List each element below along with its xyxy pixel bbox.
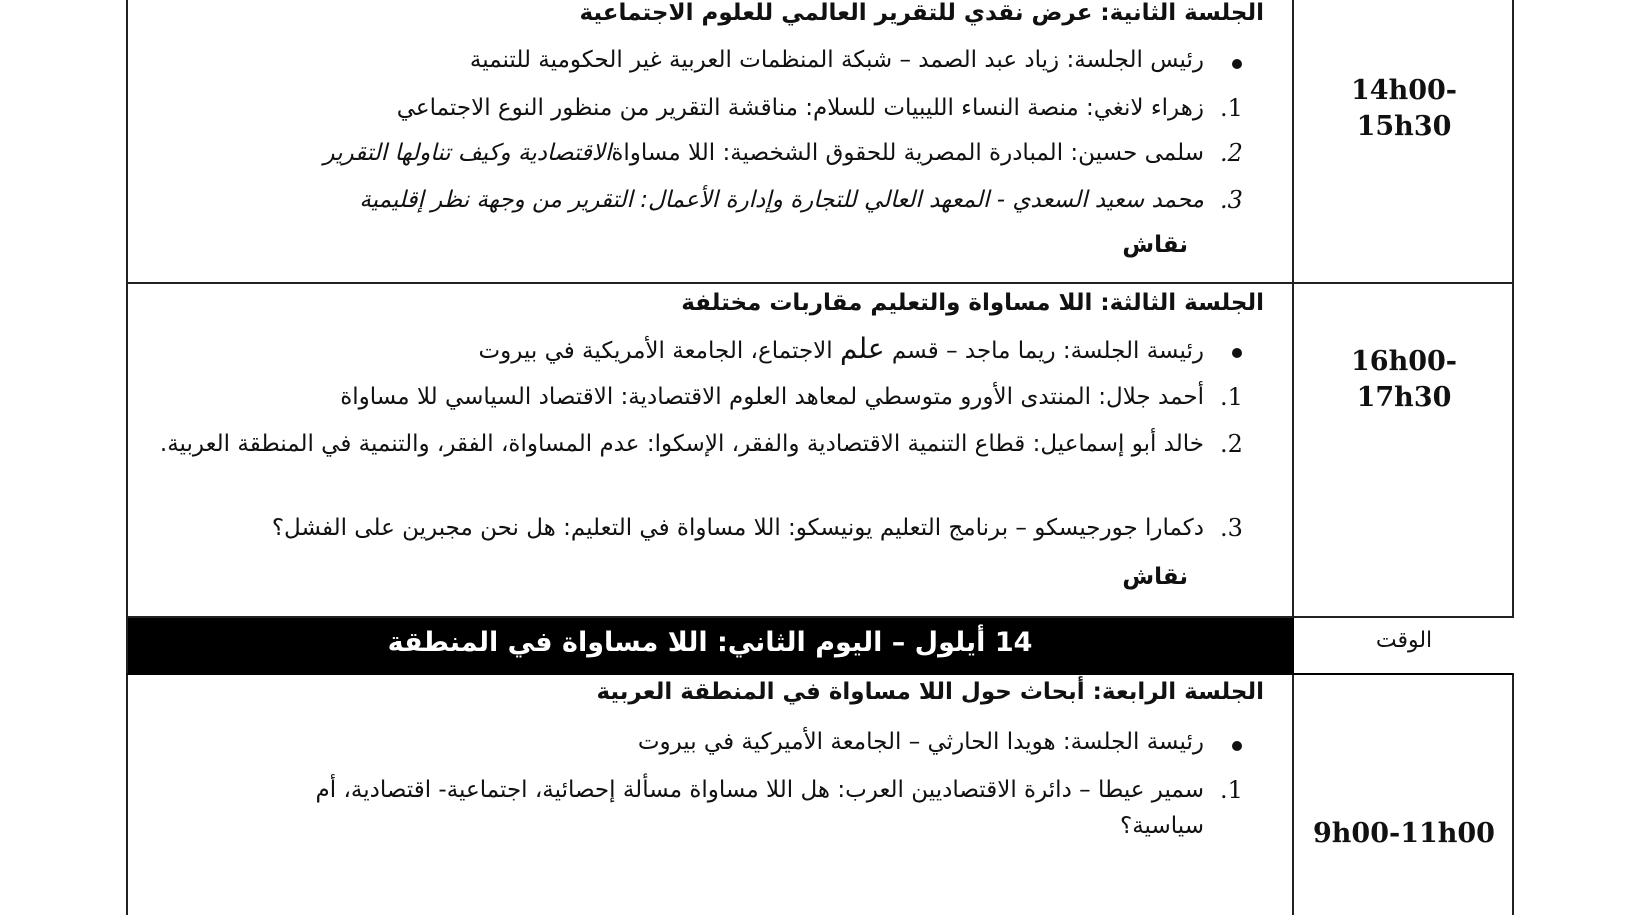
chair-text-end: الاجتماع، الجامعة الأمريكية في بيروت bbox=[478, 338, 840, 364]
session-title: الجلسة الرابعة: أبحاث حول اللا مساواة في المنطقة العربية bbox=[596, 679, 1264, 705]
bullet-icon bbox=[1232, 348, 1242, 358]
item-number: 1. bbox=[1220, 776, 1243, 804]
bullet-icon bbox=[1232, 741, 1242, 751]
day-header-row bbox=[126, 618, 1514, 675]
day-number: 14 bbox=[994, 627, 1033, 658]
session-chair: رئيس الجلسة: زياد عبد الصمد – شبكة المنظمات العربية غير الحكومية للتنمية bbox=[469, 47, 1204, 73]
item-number: 3. bbox=[1220, 186, 1243, 214]
agenda-table bbox=[126, 0, 1514, 915]
list-item: محمد سعيد السعدي - المعهد العالي للتجارة وإدارة الأعمال: التقرير من وجهة نظر إقليمية bbox=[359, 187, 1204, 213]
item-number: 1. bbox=[1220, 383, 1243, 411]
session-time bbox=[1294, 73, 1514, 145]
session-title: الجلسة الثالثة: اللا مساواة والتعليم مقاربات مختلفة bbox=[681, 290, 1264, 316]
session-time: 9h00-11h00 bbox=[1313, 818, 1495, 849]
session-chair: رئيسة الجلسة: هويدا الحارثي – الجامعة الأميركية في بيروت bbox=[637, 729, 1204, 755]
item-number: 3. bbox=[1220, 514, 1243, 542]
item-number: 2. bbox=[1220, 139, 1243, 167]
list-item-text: سلمى حسين: المبادرة المصرية للحقوق الشخصية: اللا مساواة bbox=[611, 140, 1204, 166]
chair-text: رئيسة الجلسة: ريما ماجد – قسم bbox=[884, 338, 1204, 364]
list-item: أحمد جلال: المنتدى الأورو متوسطي لمعاهد العلوم الاقتصادية: الاقتصاد السياسي للا مساواة bbox=[340, 384, 1204, 410]
session-row-4 bbox=[126, 675, 1514, 915]
time-start: 16h00- bbox=[1351, 346, 1457, 377]
chair-emphasis: علم bbox=[840, 332, 885, 365]
list-item bbox=[323, 135, 1204, 171]
discussion-label: نقاش bbox=[1122, 232, 1188, 258]
session-row-2 bbox=[126, 0, 1514, 284]
list-item: سمير عيطا – دائرة الاقتصاديين العرب: هل اللا مساواة مسألة إحصائية، اجتماعية- اقتصادية، أم سياسية؟ bbox=[315, 777, 1204, 839]
time-end: 17h30 bbox=[1356, 382, 1452, 413]
session-title: الجلسة الثانية: عرض نقدي للتقرير العالمي للعلوم الاجتماعية bbox=[579, 0, 1264, 26]
list-item: خالد أبو إسماعيل: قطاع التنمية الاقتصادية والفقر، الإسكوا: عدم المساواة، الفقر، والتنمية في المنطقة العربية. bbox=[159, 431, 1204, 457]
day-title: أيلول – اليوم الثاني: اللا مساواة في المنطقة bbox=[387, 627, 995, 658]
list-item: زهراء لانغي: منصة النساء الليبيات للسلام: مناقشة التقرير من منظور النوع الاجتماعي bbox=[396, 95, 1204, 121]
day-header bbox=[128, 618, 1292, 673]
session-row-3 bbox=[126, 284, 1514, 618]
column-divider bbox=[1292, 675, 1294, 915]
time-column-label: الوقت bbox=[1294, 618, 1514, 673]
item-number: 1. bbox=[1220, 94, 1243, 122]
column-divider bbox=[1292, 284, 1294, 616]
list-item: دكمارا جورجيسكو – برنامج التعليم يونيسكو: اللا مساواة في التعليم: هل نحن مجبرين على الفشل؟ bbox=[271, 515, 1204, 541]
bullet-icon bbox=[1232, 59, 1242, 69]
time-start: 14h00- bbox=[1351, 75, 1457, 106]
session-time bbox=[1294, 344, 1514, 416]
time-end: 15h30 bbox=[1356, 111, 1452, 142]
list-item-italic-text: الاقتصادية وكيف تناولها التقرير bbox=[323, 140, 612, 166]
session-chair bbox=[478, 331, 1204, 369]
item-number: 2. bbox=[1220, 430, 1243, 458]
discussion-label: نقاش bbox=[1122, 564, 1188, 590]
